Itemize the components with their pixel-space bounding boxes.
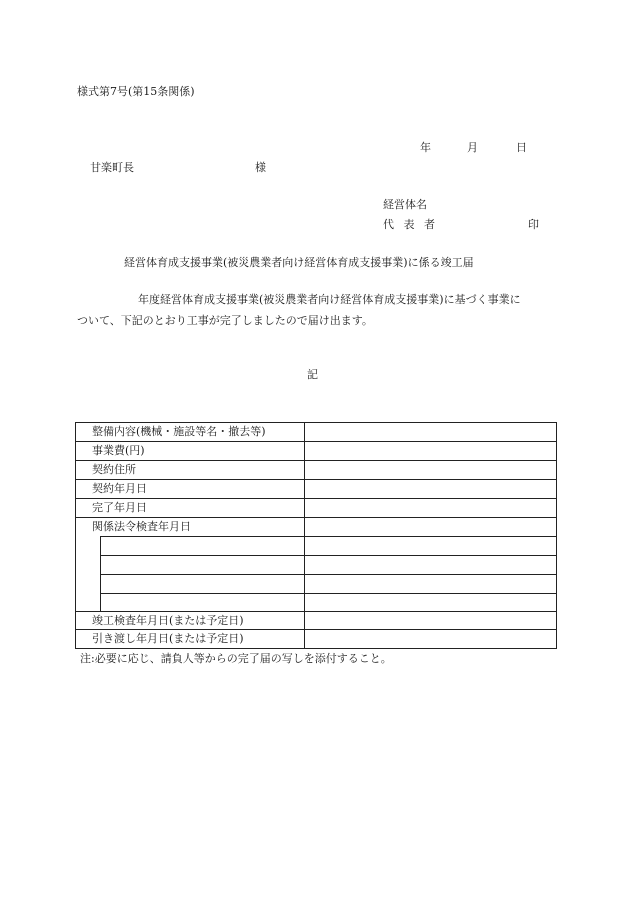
form-number: 様式第7号(第15条関係) [77,85,195,98]
row-divider [76,629,556,630]
row-divider [100,536,556,537]
row-divider [76,498,556,499]
row-label-cost: 事業費(円) [92,444,145,457]
addressee-suffix: 様 [255,161,266,174]
organization-label: 経営体名 [383,198,427,211]
row-divider [100,593,556,594]
row-label-contract-date: 契約年月日 [92,482,147,495]
date-day-label: 日 [516,141,527,154]
row-divider [76,460,556,461]
body-text-line-1: 年度経営体育成支援事業(被災農業者向け経営体育成支援事業)に基づく事業に [138,293,521,306]
row-label-contract-address: 契約住所 [92,463,136,476]
row-divider [76,517,556,518]
ki-label: 記 [307,368,318,381]
row-label-completion-date: 完了年月日 [92,501,147,514]
row-label-inspection-date: 関係法令検査年月日 [92,520,191,533]
body-text-line-2: ついて、下記のとおり工事が完了しましたので届け出ます。 [77,314,373,327]
representative-label: 代 表 者 [383,218,438,231]
row-label-final-inspection-date: 竣工検査年月日(または予定日) [92,614,244,627]
row-divider [100,555,556,556]
row-divider [76,611,556,612]
seal-label: 印 [528,218,539,231]
row-divider [76,479,556,480]
detail-table [75,422,557,649]
addressee: 甘楽町長 [90,161,134,174]
row-label-equipment: 整備内容(機械・施設等名・撤去等) [92,425,266,438]
row-label-handover-date: 引き渡し年月日(または予定日) [92,632,244,645]
document-title: 経営体育成支援事業(被災農業者向け経営体育成支援事業)に係る竣工届 [124,256,474,269]
row-divider [100,574,556,575]
date-month-label: 月 [467,141,478,154]
date-year-label: 年 [420,141,431,154]
row-divider [76,441,556,442]
footnote: 注:必要に応じ、請負人等からの完了届の写しを添付すること。 [80,652,392,665]
